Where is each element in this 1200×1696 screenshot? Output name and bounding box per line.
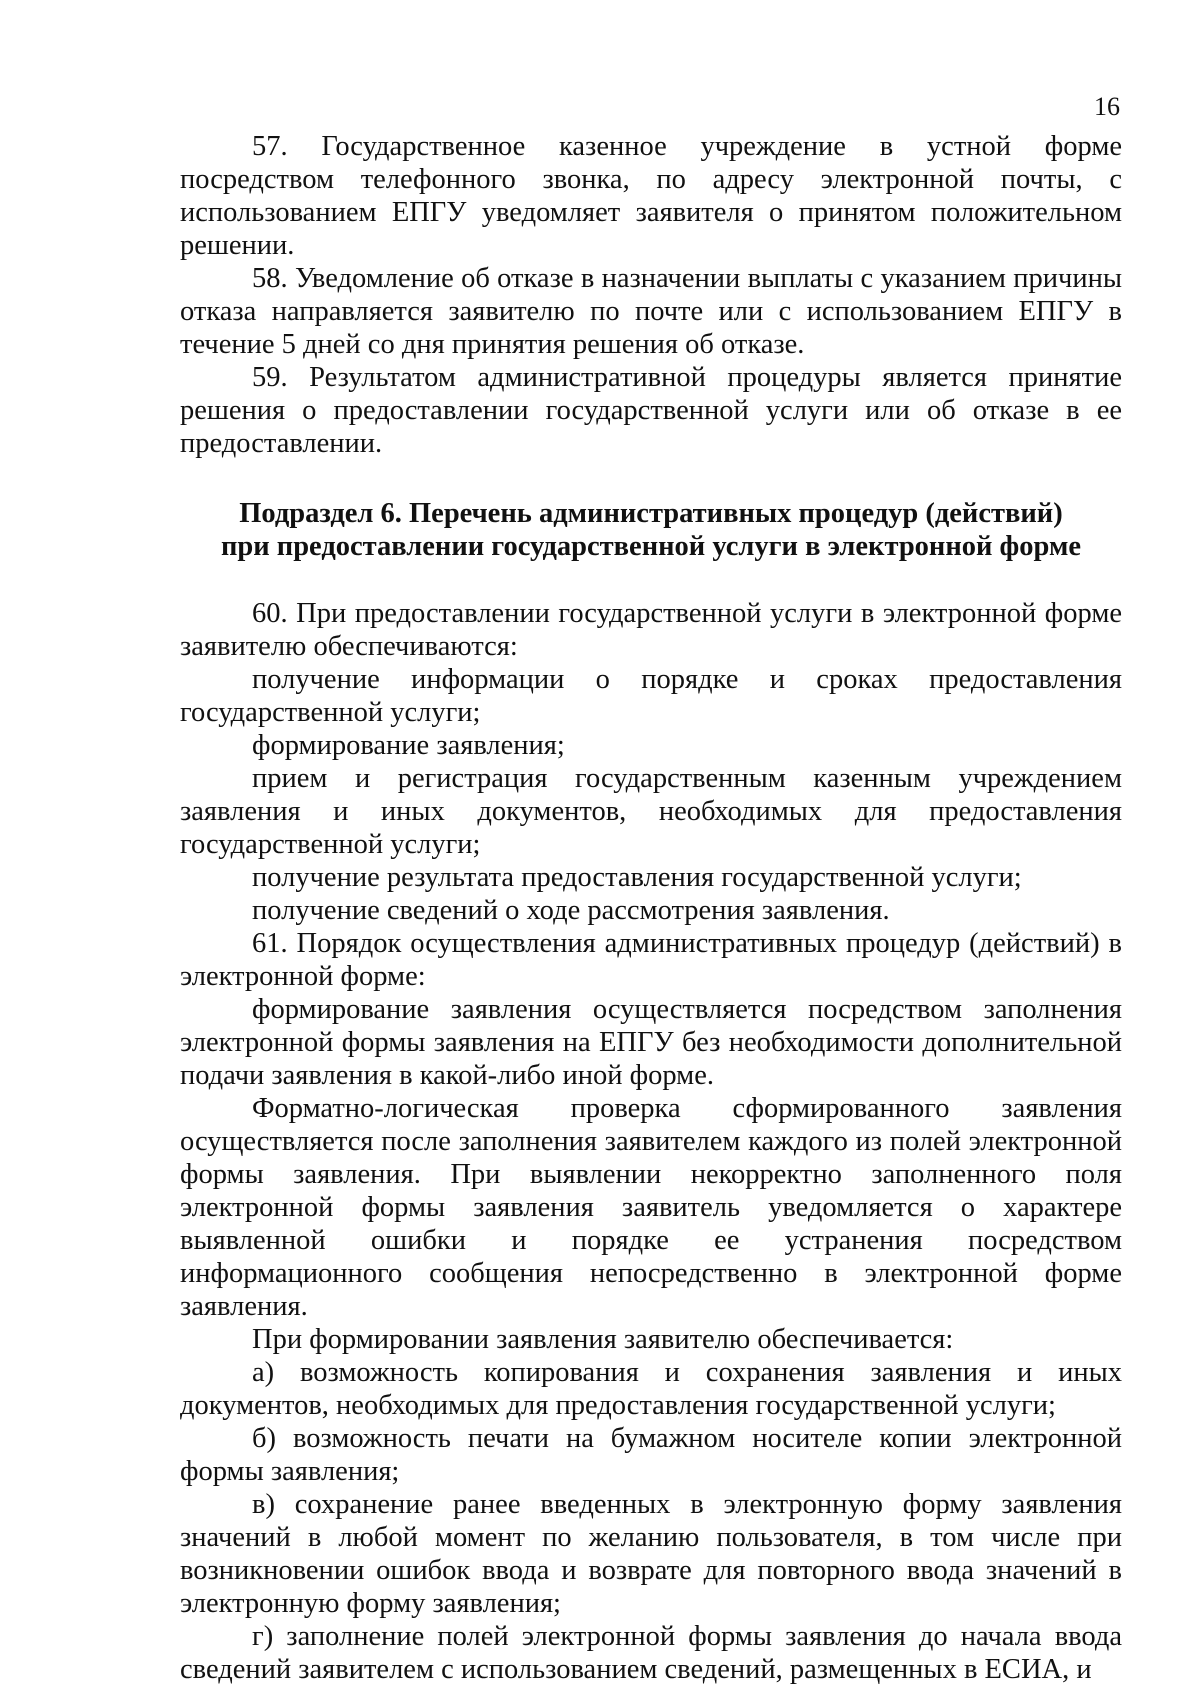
list-item-v: в) сохранение ранее введенных в электронную форму заявления значений в любой момент по желанию пользователя, в том числе при возникновении ошибок ввода и возврате для повторного ввода значений в электронную форму заявления;: [180, 1489, 1122, 1619]
list-item-a: а) возможность копирования и сохранения заявления и иных документов, необходимых для предоставления государственной услуги;: [180, 1357, 1122, 1421]
document-body: [180, 130, 1122, 1686]
page-number: 16: [1094, 92, 1120, 121]
heading-line-2: при предоставлении государственной услуги в электронной форме: [220, 531, 1082, 562]
paragraph-60: 60. При предоставлении государственной услуги в электронной форме заявителю обеспечиваются:: [180, 598, 1122, 662]
paragraph-text: формирование заявления осуществляется посредством заполнения электронной формы заявления на ЕПГУ без необходимости дополнительной подачи заявления в какой-либо иной форме.: [180, 994, 1122, 1091]
list-item: получение информации о порядке и сроках предоставления государственной услуги;: [180, 664, 1122, 728]
list-item-b: б) возможность печати на бумажном носителе копии электронной формы заявления;: [180, 1423, 1122, 1487]
list-item-g: г) заполнение полей электронной формы заявления до начала ввода сведений заявителем с использованием сведений, размещенных в ЕСИА, и: [180, 1621, 1122, 1685]
paragraph-59: 59. Результатом административной процедуры является принятие решения о предоставлении государственной услуги или об отказе в ее предоставлении.: [180, 362, 1122, 459]
subsection-heading: [180, 497, 1122, 563]
paragraph-text: Форматно-логическая проверка сформированного заявления осуществляется после заполнения заявителем каждого из полей электронной формы заявления. При выявлении некорректно заполненного поля электронной формы заявления заявитель уведомляется о характере выявленной ошибки и порядке ее устранения посредством информационного сообщения непосредственно в электронной форме заявления.: [180, 1093, 1122, 1322]
list-item: прием и регистрация государственным казенным учреждением заявления и иных документов, необходимых для предоставления государственной услуги;: [180, 763, 1122, 860]
list-item: формирование заявления;: [252, 730, 565, 761]
paragraph-57: 57. Государственное казенное учреждение в устной форме посредством телефонного звонка, по адресу электронной почты, с использованием ЕПГУ уведомляет заявителя о принятом положительном решении.: [180, 131, 1122, 261]
paragraph-text: При формировании заявления заявителю обеспечивается:: [252, 1324, 954, 1355]
list-item: получение сведений о ходе рассмотрения заявления.: [252, 895, 890, 926]
heading-line-1: Подраздел 6. Перечень административных процедур (действий): [239, 498, 1063, 529]
paragraph-61: 61. Порядок осуществления административных процедур (действий) в электронной форме:: [180, 928, 1122, 992]
paragraph-58: 58. Уведомление об отказе в назначении выплаты с указанием причины отказа направляется заявителю по почте или с использованием ЕПГУ в течение 5 дней со дня принятия решения об отказе.: [180, 263, 1122, 360]
list-item: получение результата предоставления государственной услуги;: [252, 862, 1022, 893]
